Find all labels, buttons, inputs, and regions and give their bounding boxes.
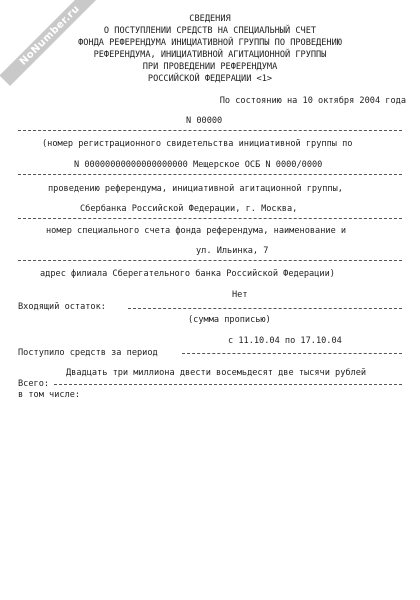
balance-dash-line (128, 308, 402, 309)
document-title-line-2: О ПОСТУПЛЕНИИ СРЕДСТВ НА СПЕЦИАЛЬНЫЙ СЧЕТ (103, 26, 317, 36)
total-amount-words: Двадцать три миллиона двести восемьдесят две тысячи рублей (66, 368, 367, 378)
period-value: с 11.10.04 по 17.10.04 (228, 336, 342, 346)
document-title: СВЕДЕНИЯ (189, 14, 231, 24)
bank-underline (18, 218, 402, 219)
number-underline (18, 130, 402, 131)
total-label: Всего: (18, 379, 50, 389)
document-title-line-4: РЕФЕРЕНДУМА, ИНИЦИАТИВНОЙ АГИТАЦИОННОЙ ГРУППЫ (93, 50, 327, 60)
balance-label: Входящий остаток: (18, 302, 106, 312)
document-number: N 00000 (186, 116, 223, 126)
account-underline (18, 174, 402, 175)
total-dash-line (54, 384, 402, 385)
period-label: Поступило средств за период (18, 348, 158, 358)
balance-value: Нет (232, 290, 248, 300)
bank-name: Сбербанка Российской Федерации, г. Москва, (80, 204, 298, 214)
document-title-line-6: РОССИЙСКОЙ ФЕДЕРАЦИИ <1> (147, 74, 273, 84)
as-of-date: По состоянию на 10 октября 2004 года (219, 96, 406, 106)
account-hint: номер специального счета фонда референдума, наименование и (46, 226, 347, 236)
document-title-line-3: ФОНДА РЕФЕРЕНДУМА ИНИЦИАТИВНОЙ ГРУППЫ ПО ПРОВЕДЕНИЮ (78, 38, 342, 48)
branch-hint: адрес филиала Сберегательного банка Российской Федерации) (40, 269, 335, 279)
account-number: N 00000000000000000000 Мещерское ОСБ N 0000/0000 (74, 160, 323, 170)
registration-hint: (номер регистрационного свидетельства инициативной группы по (42, 139, 353, 149)
referendum-hint: проведению референдума, инициативной агитационной группы, (48, 184, 343, 194)
document-title-line-5: ПРИ ПРОВЕДЕНИИ РЕФЕРЕНДУМА (142, 62, 278, 72)
street-address: ул. Ильинка, 7 (196, 246, 269, 256)
including-label: в том числе: (18, 390, 81, 400)
amount-in-words-hint: (сумма прописью) (188, 315, 271, 325)
street-underline (18, 260, 402, 261)
watermark: NoNumber.ru (0, 0, 101, 86)
period-dash-line (182, 353, 402, 354)
